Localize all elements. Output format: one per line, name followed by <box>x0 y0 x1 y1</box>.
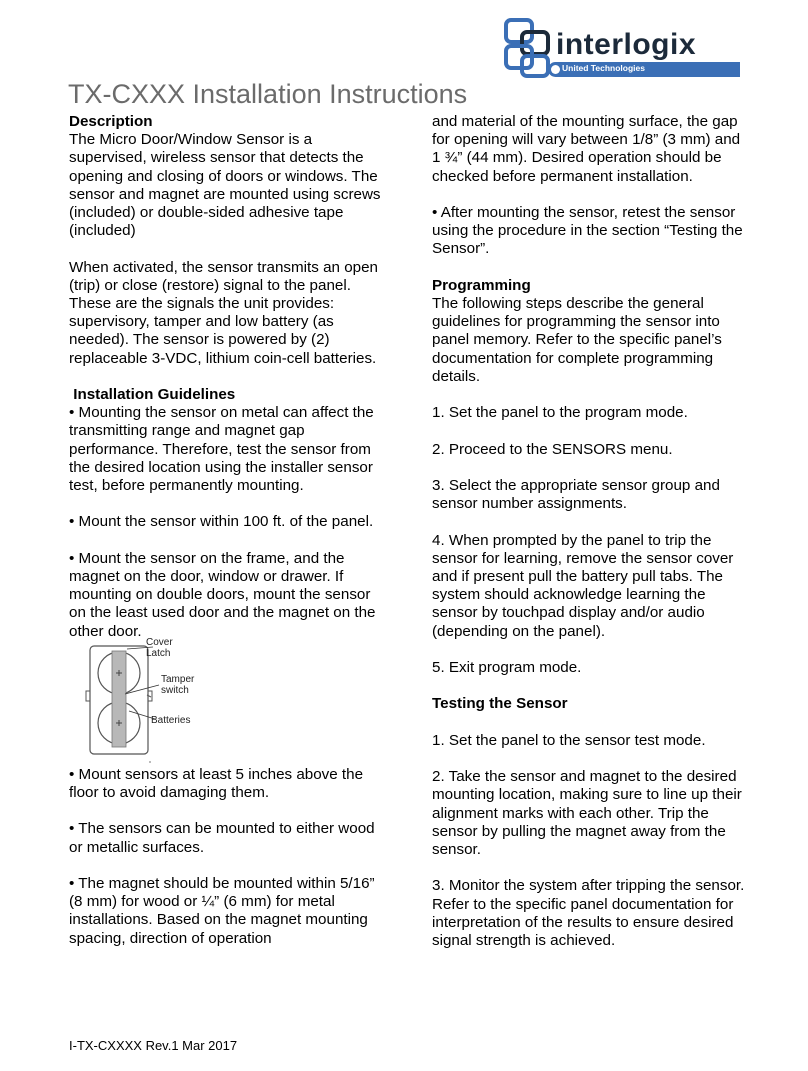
interlogix-logo <box>504 18 740 80</box>
batteries-label: Batteries <box>151 714 191 726</box>
sensor-diagram-drawing <box>69 641 219 766</box>
guideline-item: • The sensors can be mounted to either wood or metallic surfaces. <box>69 820 375 856</box>
guideline-item: • Mount the sensor within 100 ft. of the panel. <box>69 513 374 531</box>
guideline-item: • The magnet should be mounted within 5/16” (8 mm) for wood or ¼” (6 mm) for metal installations. Based on the magnet mounting spacing, direction of operation <box>69 875 375 947</box>
description-paragraph-2: When activated, the sensor transmits an open (trip) or close (restore) signal to the panel. These are the signals the unit provides: supervisory, tamper and low battery (as needed). The sensor is powered by (2) replaceable 3-VDC, lithium coin-cell batteries. <box>69 258 378 367</box>
programming-step: 5. Exit program mode. <box>432 658 582 676</box>
guideline-item: • Mounting the sensor on metal can affect the transmitting range and magnet gap performance. Therefore, test the sensor from the desired location using the installer sensor test, before permanently mounting. <box>69 404 374 495</box>
testing-heading: Testing the Sensor <box>432 695 568 713</box>
description-heading: Description <box>69 113 153 130</box>
logo-sub-bar <box>548 62 740 77</box>
cover-latch-label: Cover Latch <box>146 636 173 659</box>
page-title: TX-CXXX Installation Instructions <box>68 79 468 109</box>
guideline-item: • Mount sensors at least 5 inches above the floor to avoid damaging them. <box>69 765 364 802</box>
programming-step: 1. Set the panel to the program mode. <box>432 404 688 422</box>
right-column <box>432 113 752 950</box>
guideline-item: • After mounting the sensor, retest the sensor using the procedure in the section “Testing the Sensor”. <box>432 204 743 258</box>
programming-step: 3. Select the appropriate sensor group and sensor number assignments. <box>432 476 720 513</box>
programming-heading: Programming <box>432 276 531 294</box>
left-column <box>69 113 389 948</box>
installation-guidelines-heading: Installation Guidelines <box>69 386 236 404</box>
description-paragraph-1: The Micro Door/Window Sensor is a supervised, wireless sensor that detects the opening and closing of doors or windows. The sensor and magnet are mounted using screws (included) or double-sided adhesive tape (included) <box>69 131 381 240</box>
guideline-item: • Mount the sensor on the frame, and the magnet on the door, window or drawer. If mounting on double doors, mount the sensor on the least used door and the magnet on the other door. <box>69 549 376 640</box>
programming-intro: The following steps describe the general guidelines for programming the sensor into panel memory. Refer to the specific panel’s documentation for complete programming details. <box>432 295 722 385</box>
programming-step: 4. When prompted by the panel to trip the sensor for learning, remove the sensor cover and if present pull the battery pull tabs. The system should acknowledge learning the sensor by touchpad display and/or audio (depending on the panel). <box>432 531 734 640</box>
interlogix-logo-icon <box>504 18 554 80</box>
guideline-continuation: and material of the mounting surface, the gap for opening will vary between 1/8” (3 mm) and 1 ¾” (44 mm). Desired operation should be checked before permanent installation. <box>432 113 741 185</box>
logo-wordmark: interlogix <box>556 28 697 61</box>
testing-step: 3. Monitor the system after tripping the sensor. Refer to the specific panel documentation for interpretation of the results to ensure desired signal strength is achieved. <box>432 877 745 949</box>
united-technologies-icon <box>551 65 560 74</box>
programming-step: 2. Proceed to the SENSORS menu. <box>432 440 673 458</box>
testing-step: 2. Take the sensor and magnet to the desired mounting location, making sure to line up their alignment marks with each other. Trip the sensor by pulling the magnet away from the sensor. <box>432 768 742 858</box>
footer-doc-id: I-TX-CXXXX Rev.1 Mar 2017 <box>69 1038 238 1053</box>
testing-step: 1. Set the panel to the sensor test mode. <box>432 731 706 749</box>
logo-subtext: United Technologies <box>562 63 645 73</box>
sensor-diagram <box>69 636 389 766</box>
tamper-switch-label: Tamper switch <box>161 673 195 696</box>
